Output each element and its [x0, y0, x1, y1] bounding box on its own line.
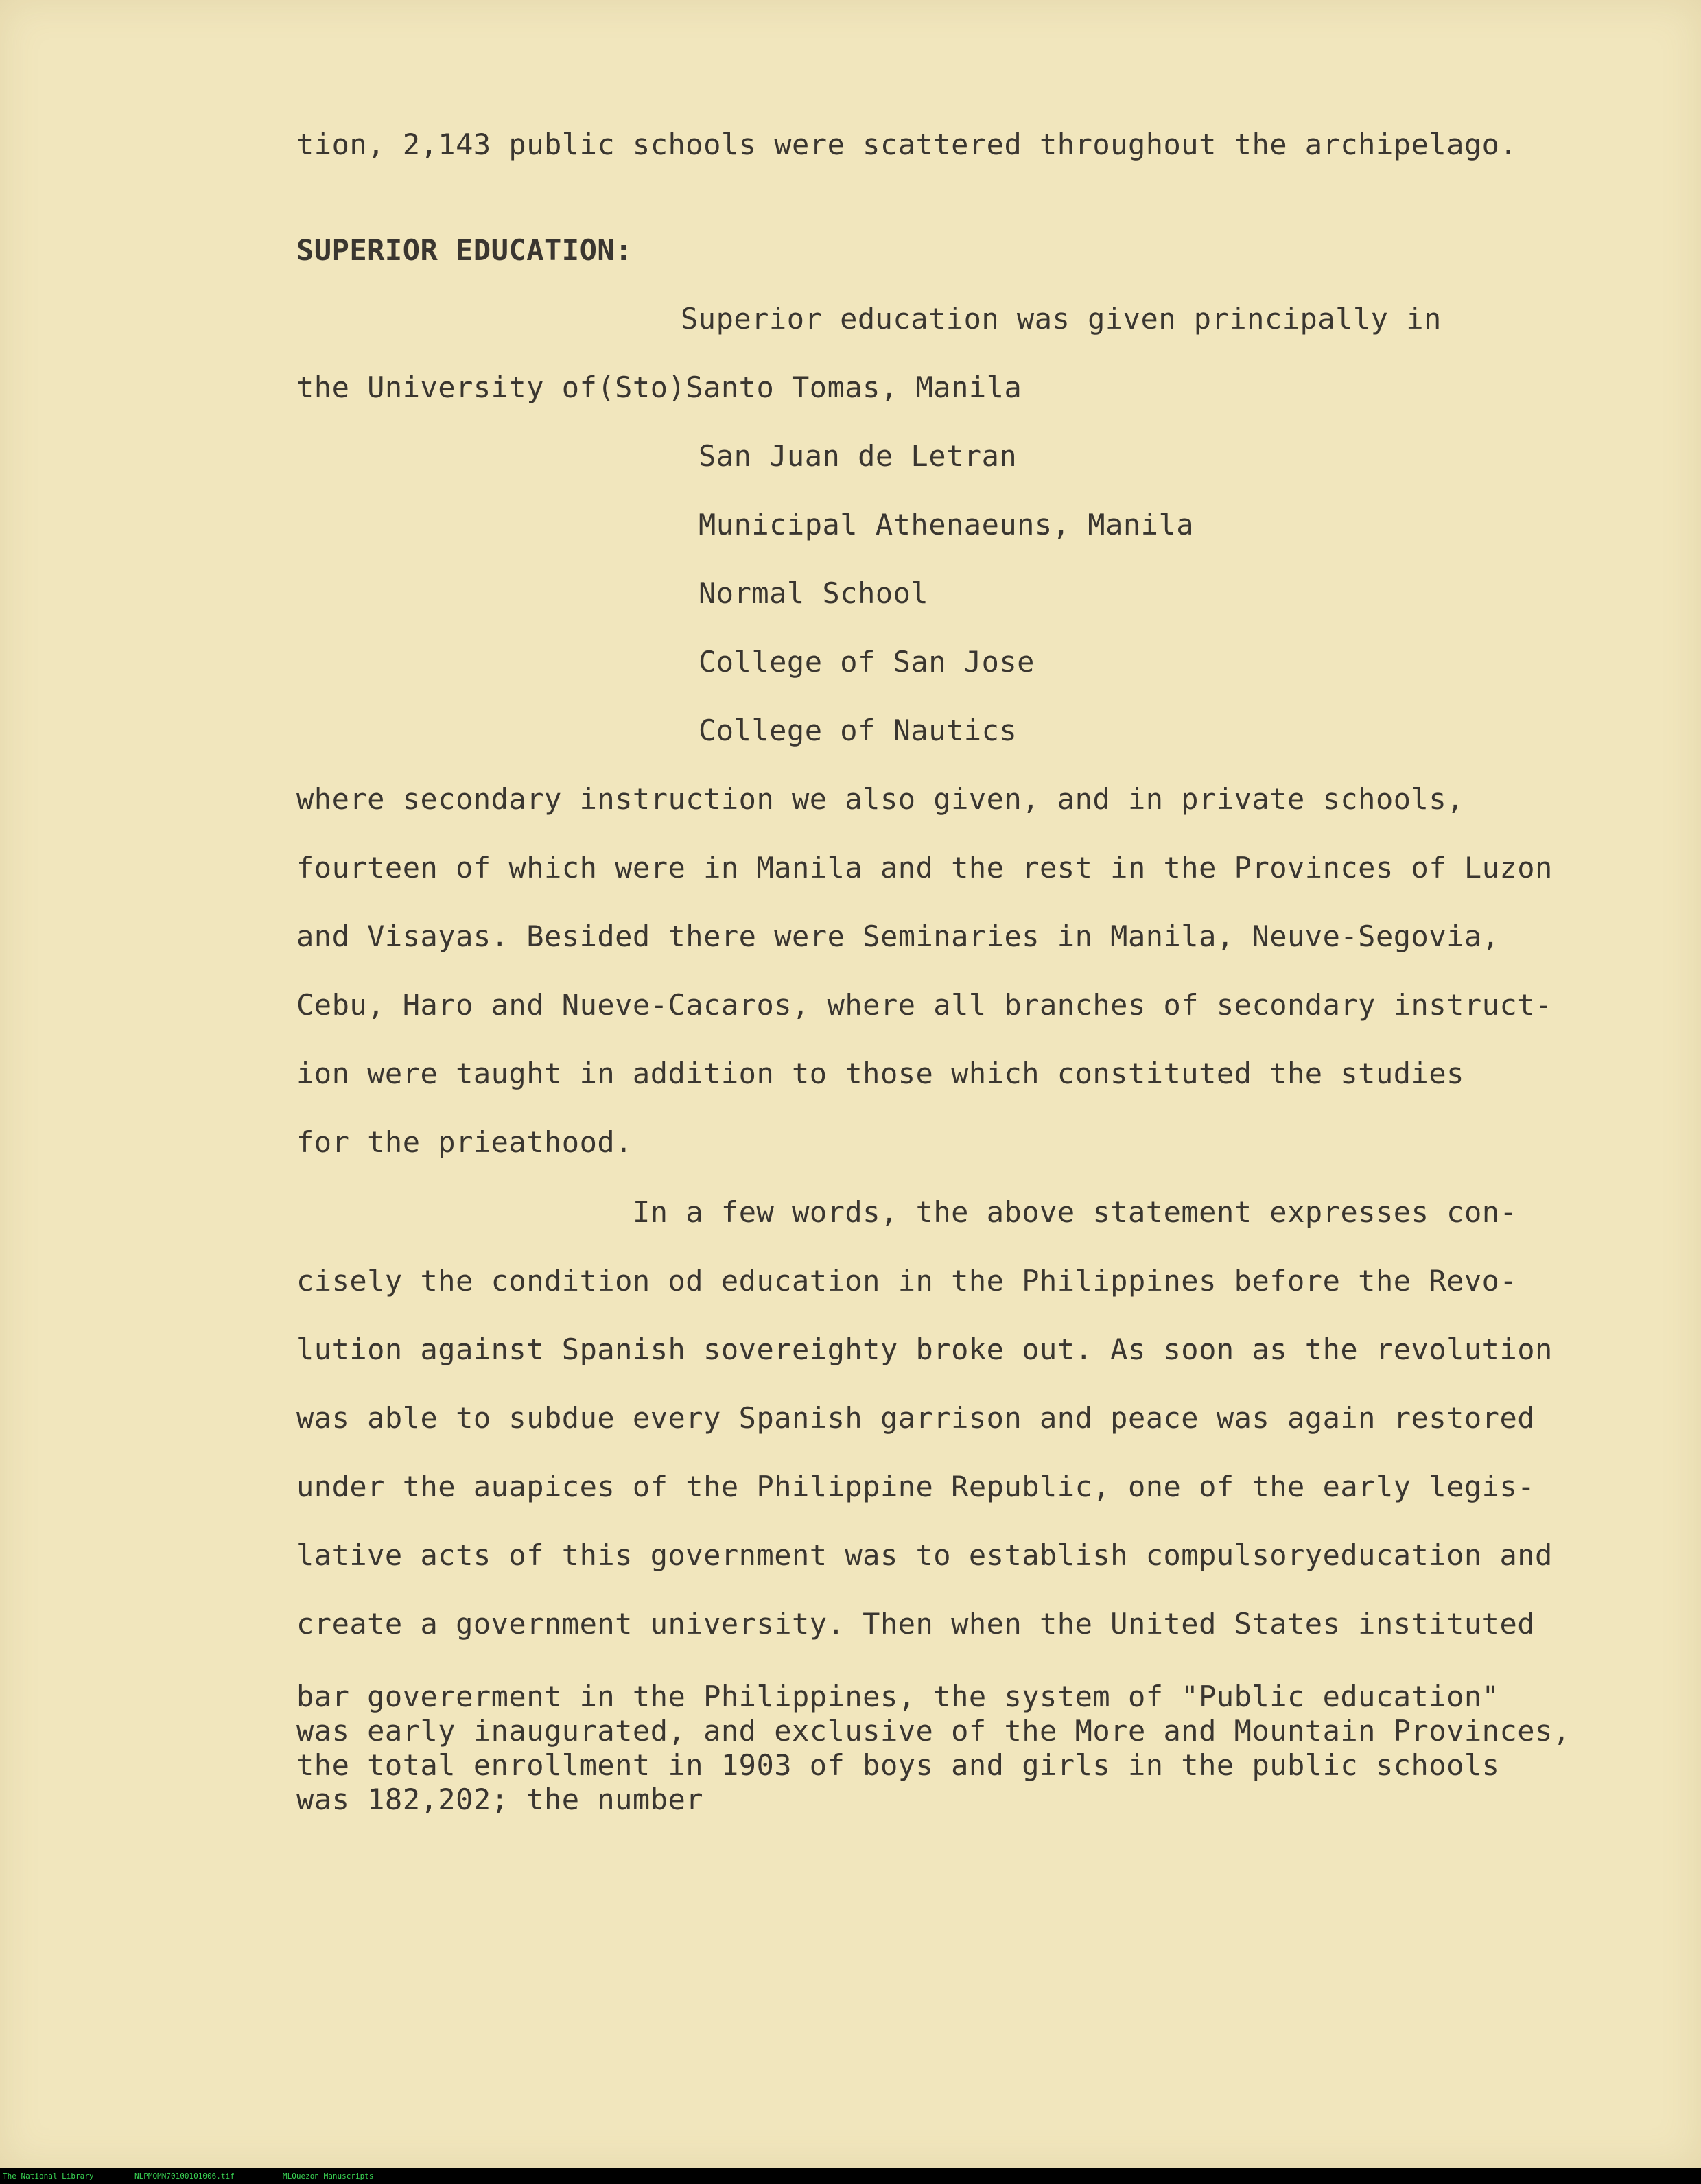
footer-library: The National Library — [3, 2172, 94, 2181]
text-line: fourteen of which were in Manila and the rest in the Provinces of Luzon — [296, 851, 1553, 884]
text-line: lative acts of this government was to establish compulsoryeducation and — [296, 1538, 1553, 1572]
scan-footer-bar — [0, 2168, 1701, 2184]
section-heading: SUPERIOR EDUCATION: — [296, 233, 633, 267]
text-line: was 182,202; the number — [296, 1783, 704, 1816]
text-line: bar govererment in the Philippines, the system of "Public education" — [296, 1680, 1500, 1713]
text-line: create a government university. Then when the United States instituted — [296, 1607, 1536, 1641]
footer-filename: NLPMQMN70100101006.tif — [134, 2172, 235, 2181]
footer-collection: MLQuezon Manuscripts — [283, 2172, 374, 2181]
text-line: where secondary instruction we also given, and in private schools, — [296, 782, 1464, 816]
text-line: ion were taught in addition to those which constituted the studies — [296, 1057, 1464, 1090]
text-line: Superior education was given principally in — [681, 302, 1442, 336]
text-line: and Visayas. Besided there were Seminaries in Manila, Neuve-Segovia, — [296, 919, 1500, 953]
institution-item: San Juan de Letran — [699, 439, 1018, 473]
text-line: for the prieathood. — [296, 1125, 633, 1159]
text-line: Cebu, Haro and Nueve-Cacaros, where all branches of secondary instruct- — [296, 988, 1553, 1022]
text-line: was able to subdue every Spanish garrison and peace was again restored — [296, 1401, 1536, 1435]
text-line: was early inaugurated, and exclusive of the More and Mountain Provinces, — [296, 1714, 1571, 1748]
text-line: under the auapices of the Philippine Republic, one of the early legis- — [296, 1470, 1536, 1503]
text-line: tion, 2,143 public schools were scattered throughout the archipelago. — [296, 128, 1518, 161]
text-line: In a few words, the above statement expresses con- — [633, 1195, 1518, 1229]
text-line: the University of(Sto)Santo Tomas, Manila — [296, 371, 1022, 404]
institution-item: Municipal Athenaeuns, Manila — [699, 508, 1195, 541]
institution-item: College of Nautics — [699, 714, 1018, 747]
text-line: the total enrollment in 1903 of boys and girls in the public schools — [296, 1748, 1500, 1782]
text-line: lution against Spanish sovereighty broke out. As soon as the revolution — [296, 1332, 1553, 1366]
institution-item: Normal School — [699, 576, 929, 610]
text-line: cisely the condition od education in the Philippines before the Revo- — [296, 1264, 1518, 1298]
institution-item: College of San Jose — [699, 645, 1035, 679]
